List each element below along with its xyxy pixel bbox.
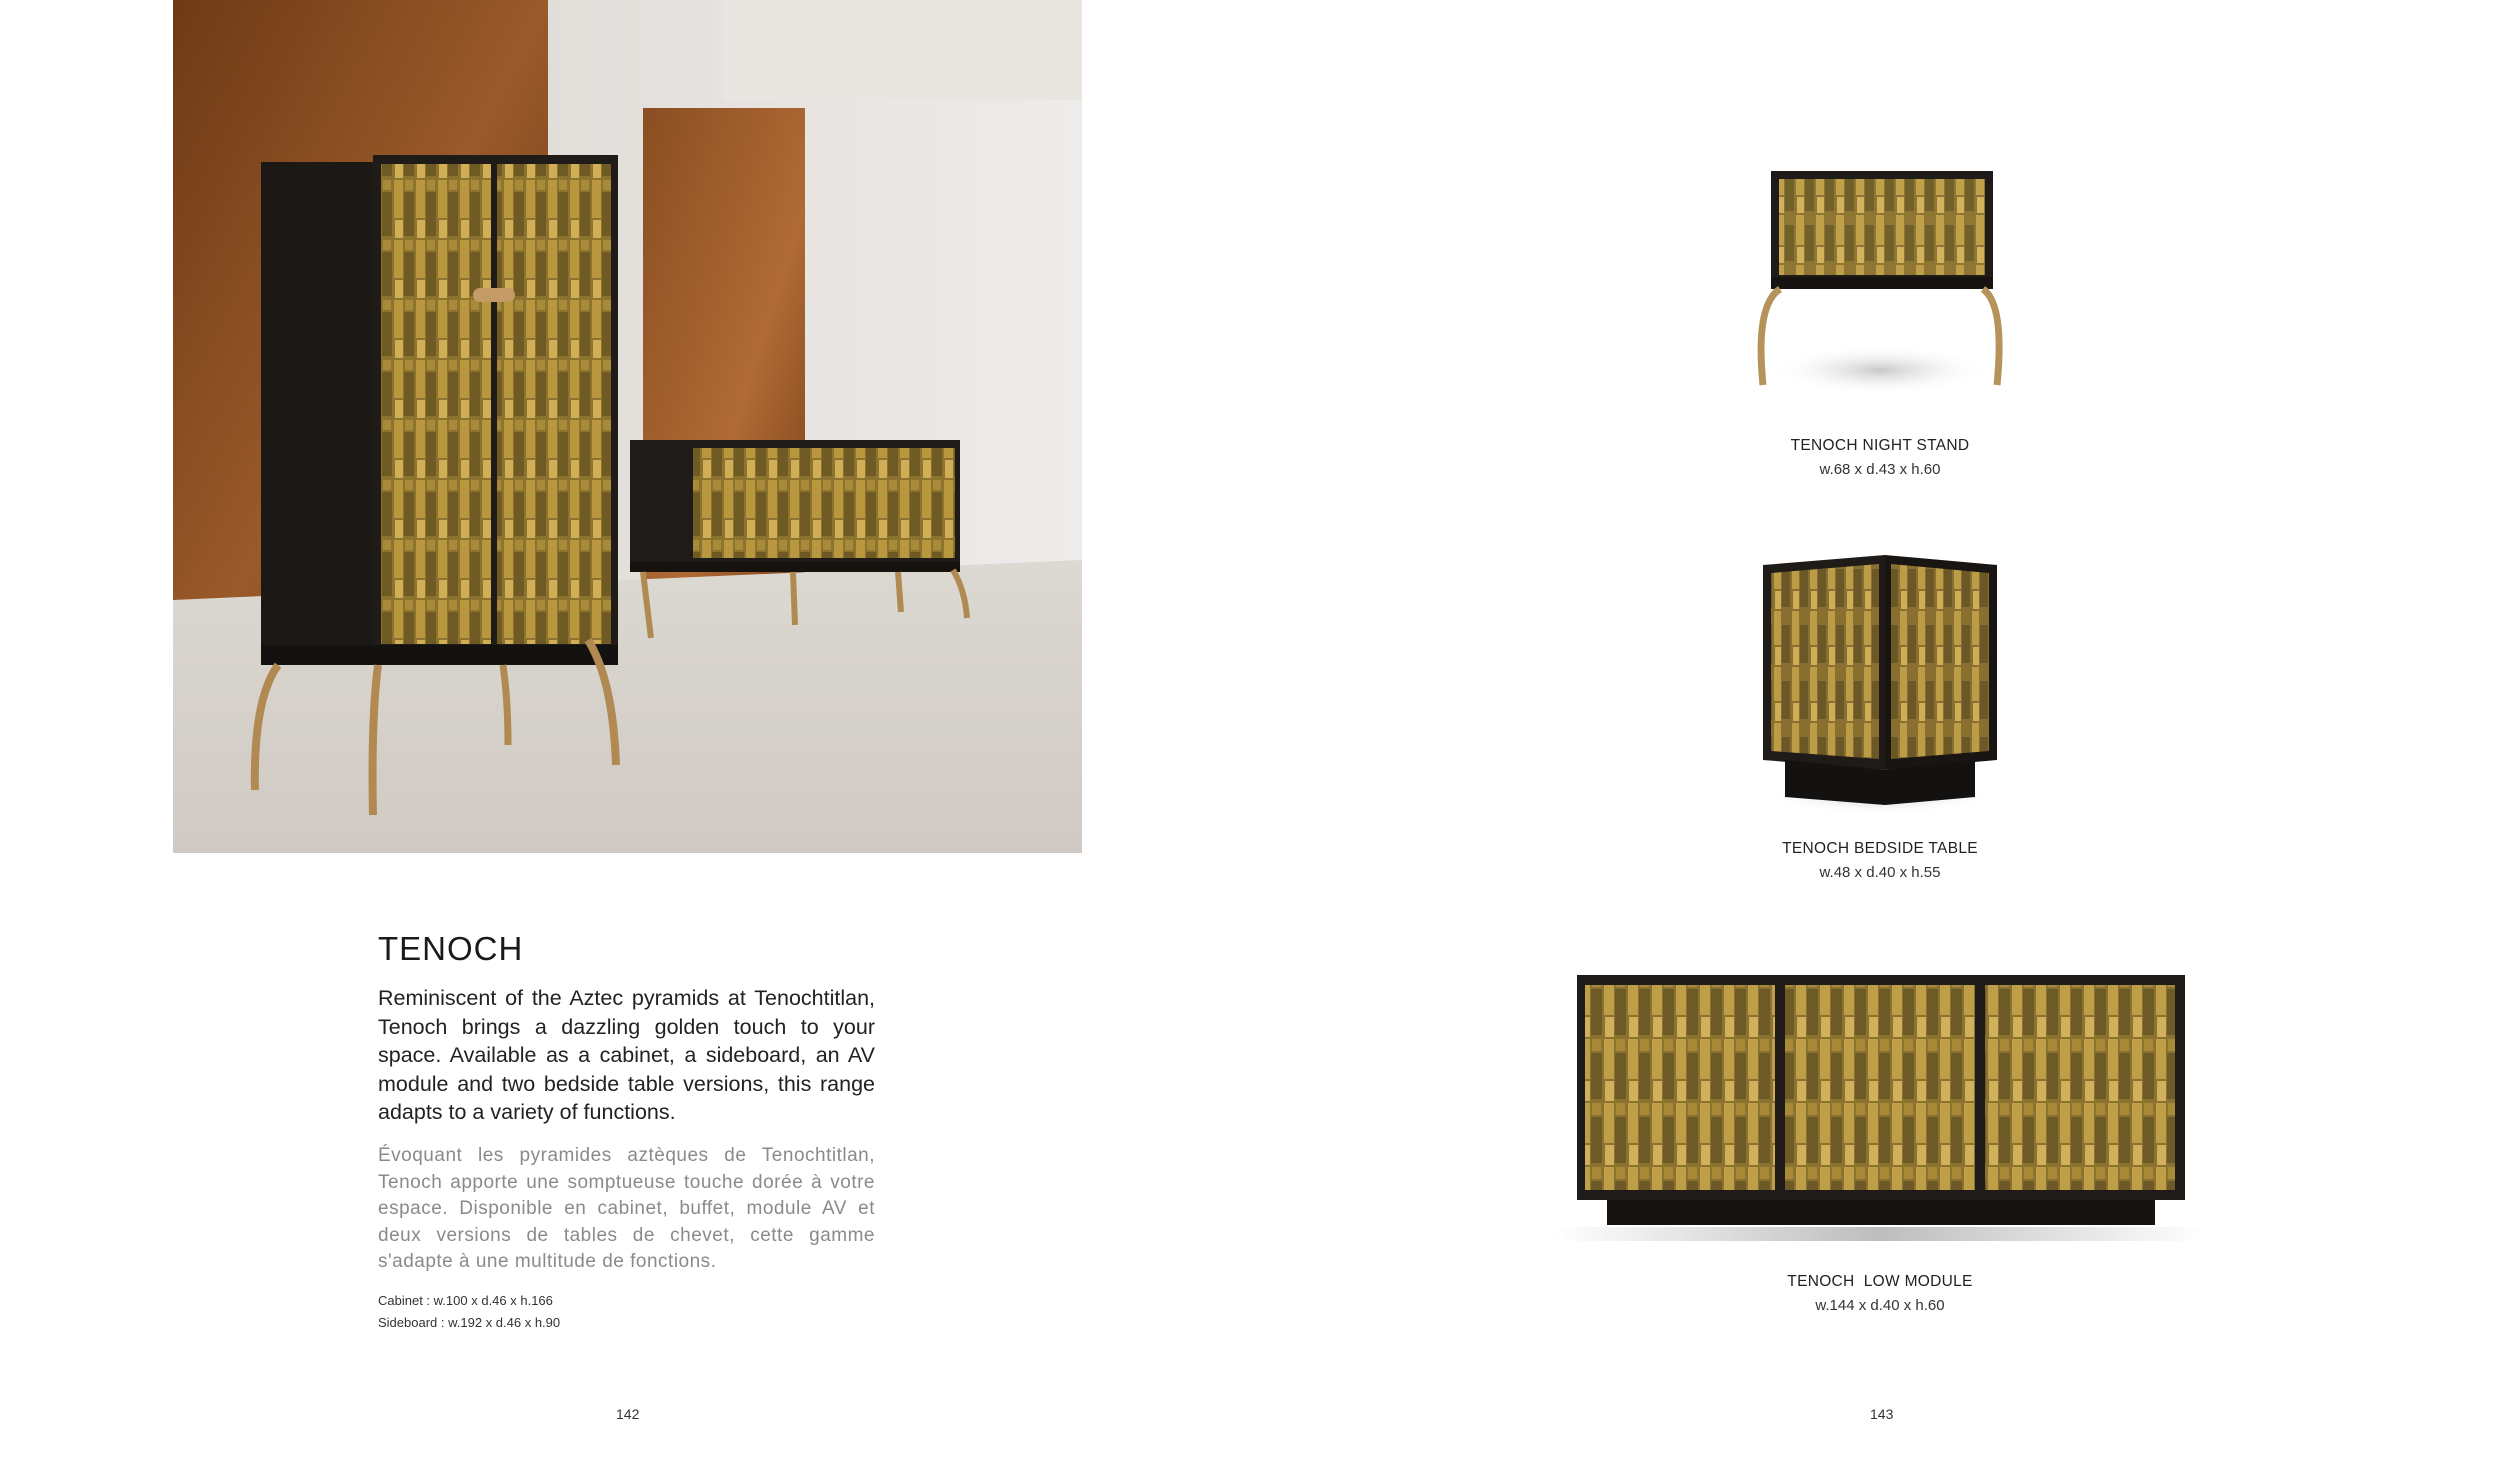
product-dims: w.48 x d.40 x h.55 bbox=[1819, 864, 1941, 881]
night-stand-image bbox=[1755, 165, 2005, 400]
product-dims: w.144 x d.40 x h.60 bbox=[1815, 1297, 1945, 1314]
product-bedside-table bbox=[1760, 840, 2000, 881]
collection-title: TENOCH bbox=[378, 930, 524, 967]
product-dims: w.68 x d.43 x h.60 bbox=[1819, 461, 1941, 478]
bedside-table-image bbox=[1755, 555, 2005, 825]
product-name: TENOCH BEDSIDE TABLE bbox=[1782, 840, 1978, 857]
dimension-cabinet: Cabinet : w.100 x d.46 x h.166 bbox=[378, 1293, 553, 1308]
dimension-sideboard: Sideboard : w.192 x d.46 x h.90 bbox=[378, 1315, 561, 1330]
description-english: Reminiscent of the Aztec pyramids at Tenochtitlan, Tenoch brings a dazzling golden touch to your space. Available as a cabinet, a sideboard, an AV module and two bedside table versions, this range adapts to a variety of functions. bbox=[378, 986, 875, 1124]
product-night-stand bbox=[1760, 437, 2000, 478]
product-name: TENOCH NIGHT STAND bbox=[1790, 437, 1970, 454]
description-french: Évoquant les pyramides aztèques de Tenochtitlan, Tenoch apporte une somptueuse touche dorée à votre espace. Disponible en cabinet, buffet, module AV et deux versions de tables de chevet, cette gamme s'adapte à une multitude de fonctions. bbox=[378, 1145, 875, 1272]
product-name: TENOCH LOW MODULE bbox=[1787, 1273, 1973, 1290]
page-number-right: 143 bbox=[1870, 1406, 1894, 1422]
hero-photo bbox=[173, 0, 1082, 853]
product-low-module bbox=[1760, 1273, 2000, 1314]
page-number-left: 142 bbox=[616, 1406, 640, 1422]
dimensions-list bbox=[378, 1290, 560, 1334]
low-module-image bbox=[1555, 975, 2205, 1255]
